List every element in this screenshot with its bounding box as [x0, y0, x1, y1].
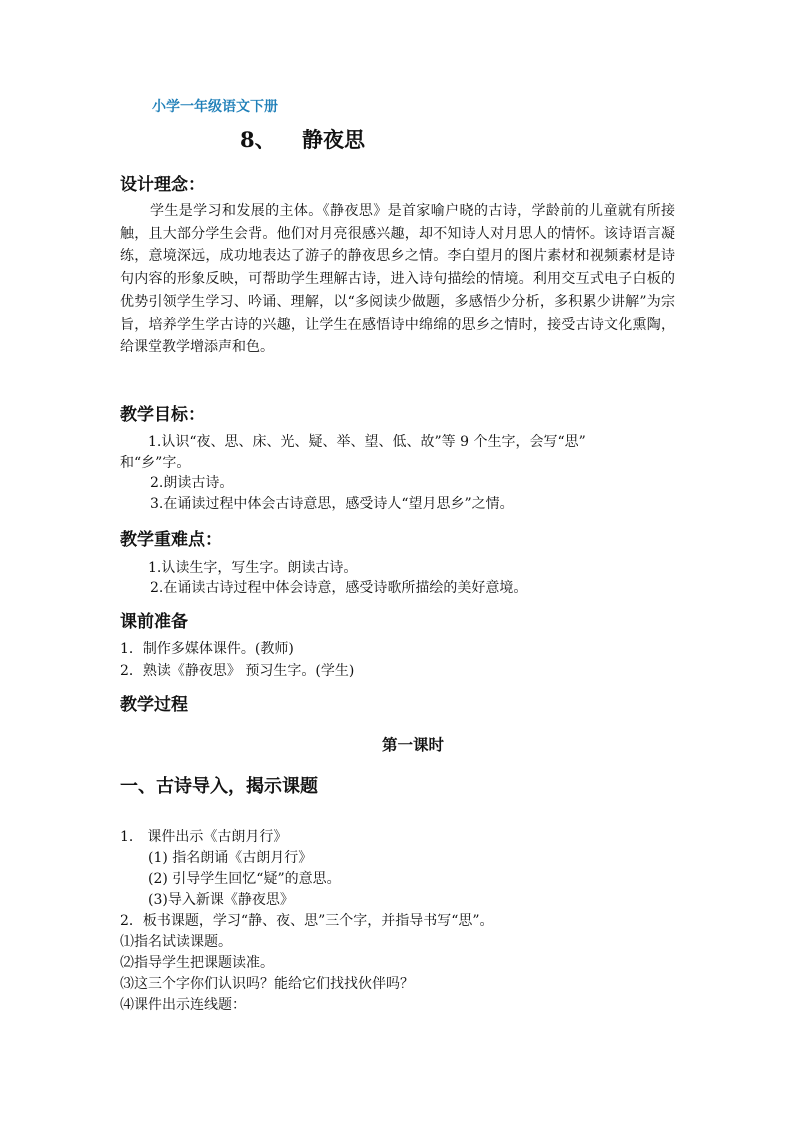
step-2-sub-4: ⑷课件出示连线题： [120, 997, 246, 1013]
preparation-item-1: 1．制作多媒体课件。(教师) [120, 641, 294, 657]
goal-item-1: 1.认识“夜、思、床、光、疑、举、望、低、故”等 9 个生字，会写“思” [148, 434, 586, 450]
key-points-heading: 教学重难点： [120, 530, 222, 550]
step-2-sub-3: ⑶这三个字你们认识吗？能给它们找找伙伴吗？ [120, 976, 414, 992]
design-paragraph: 学生是学习和发展的主体。《静夜思》是首家喻户晓的古诗，学龄前的儿童就有所接触，且大部分学生会背。他们对月亮很感兴趣，却不知诗人对月思人的情怀。该诗语言凝练，意境深远，成功地表达了游子的静夜思乡之情。李白望月的图片素材和视频素材是诗句内容的形象反映，可帮助学生理解古诗，进入诗句描绘的情境。利用交互式电子白板的优势引领学生学习、吟诵、理解，以“多阅读少做题，多感悟少分析，多积累少讲解”为宗旨，培养学生学古诗的兴趣，让学生在感悟诗中绵绵的思乡之情时，接受古诗文化熏陶，给课堂教学增添声和色。 [120, 203, 675, 356]
step-1-sub-3: (3)导入新课《静夜思》 [148, 892, 294, 908]
step-1-sub-1: (1) 指名朗诵《古朗月行》 [148, 850, 313, 866]
process-heading: 教学过程 [120, 695, 188, 715]
lesson-number: 8、 [240, 127, 276, 152]
goal-item-2: 2.朗读古诗。 [150, 475, 234, 491]
step-1-sub-2: (2) 引导学生回忆“疑”的意思。 [148, 871, 341, 887]
goals-heading: 教学目标： [120, 405, 205, 425]
lesson-title [240, 124, 365, 154]
key-point-1: 1.认读生字，写生字。朗读古诗。 [148, 560, 358, 576]
goal-item-1-cont: 和“乡”字。 [120, 455, 191, 471]
step-2: 2．板书课题，学习“静、夜、思”三个字，并指导书写“思”。 [120, 913, 494, 929]
step-1: 1． 课件出示《古朗月行》 [120, 829, 288, 845]
lesson-name: 静夜思 [302, 127, 365, 152]
preparation-heading: 课前准备 [120, 612, 188, 632]
design-heading: 设计理念： [120, 175, 205, 195]
key-point-2: 2.在诵读古诗过程中体会诗意，感受诗歌所描绘的美好意境。 [150, 580, 528, 596]
step-2-sub-1: ⑴指名试读课题。 [120, 934, 232, 950]
grade-label: 小学一年级语文下册 [152, 99, 278, 115]
goal-item-3: 3.在诵读过程中体会古诗意思，感受诗人“望月思乡”之情。 [150, 496, 514, 512]
section-heading: 一、古诗导入，揭示课题 [120, 776, 318, 797]
preparation-item-2: 2．熟读《静夜思》 预习生字。(学生) [120, 663, 355, 679]
lesson-period: 第一课时 [382, 736, 445, 754]
step-2-sub-2: ⑵指导学生把课题读准。 [120, 955, 274, 971]
